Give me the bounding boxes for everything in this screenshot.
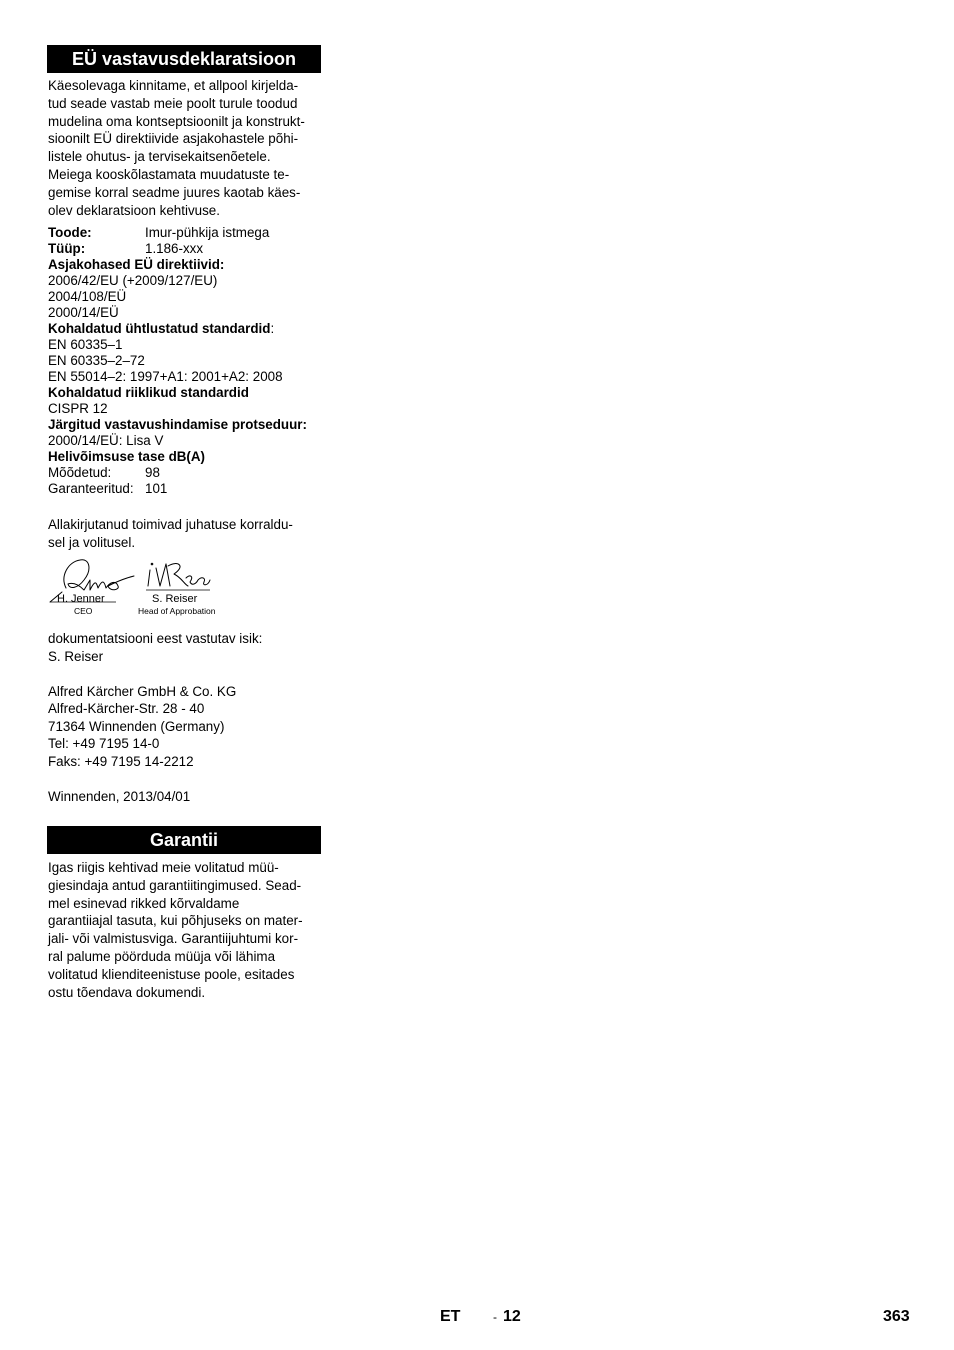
- signatory-name: H. Jenner: [57, 593, 105, 605]
- directives-label: Asjakohased EÜ direktiivid:: [48, 257, 225, 272]
- declaration-heading: EÜ vastavusdeklaratsioon: [47, 45, 321, 73]
- type-value: 1.186-xxx: [145, 241, 204, 256]
- footer-language: ET: [440, 1308, 461, 1325]
- procedure-value: 2000/14/EÜ: Lisa V: [48, 433, 164, 448]
- guaranteed-label: Garanteeritud:: [48, 481, 134, 496]
- directive-item: 2006/42/EU (+2009/127/EU): [48, 273, 218, 288]
- guaranteed-value: 101: [145, 481, 168, 496]
- national-standards-label: Kohaldatud riiklikud standardid: [48, 385, 249, 400]
- product-value: Imur-pühkija istmega: [145, 225, 270, 240]
- measured-value: 98: [145, 465, 160, 480]
- procedure-label: Järgitud vastavushindamise protseduur:: [48, 417, 307, 432]
- doc-person-label: dokumentatsiooni eest vastutav isik:: [48, 631, 263, 646]
- declaration-intro: Käesolevaga kinnitame, et allpool kirjelda- tud seade vastab meie poolt turule toodud mudelina oma kontseptsioonilt ja konstrukt- sioonilt EÜ direktiivide asjakohastele põhi- listele ohutus- ja tervisekaitsenõetele. Meiega kooskõlastamata muudatuste te- gemise korral seadme juures kaotab käes- olev deklaratsioon kehtivuse.: [48, 78, 305, 218]
- directive-item: 2000/14/EÜ: [48, 305, 119, 320]
- signoff-text: Allakirjutanud toimivad juhatuse korraldu- sel ja volitusel.: [48, 517, 293, 550]
- doc-person-name: S. Reiser: [48, 649, 104, 664]
- harmonized-standard-item: EN 60335–2–72: [48, 353, 145, 368]
- warranty-heading: Garantii: [47, 826, 321, 854]
- measured-label: Mõõdetud:: [48, 465, 112, 480]
- national-standard-item: CISPR 12: [48, 401, 108, 416]
- company-line: Tel: +49 7195 14-0: [48, 736, 160, 751]
- harmonized-standard-item: EN 55014–2: 1997+A1: 2001+A2: 2008: [48, 369, 283, 384]
- product-label: Toode:: [48, 225, 92, 240]
- company-line: Alfred-Kärcher-Str. 28 - 40: [48, 701, 205, 716]
- warranty-text: Igas riigis kehtivad meie volitatud müü- giesindaja antud garantiitingimused. Sead- mel esinevad rikked kõrvaldame garantiiajal tasuta, kui põhjuseks on mater- jali- või valmistusviga. Garantiijuhtumi kor- ral palume pöörduda müüja või lähima volitatud klienditeenistuse poole, esitades ostu tõendava dokumendi.: [48, 860, 303, 1000]
- footer-dash: -: [493, 1310, 497, 1324]
- footer-page-number: 363: [883, 1308, 910, 1325]
- type-label: Tüüp:: [48, 241, 86, 256]
- harmonized-standard-item: EN 60335–1: [48, 337, 123, 352]
- company-line: Alfred Kärcher GmbH & Co. KG: [48, 684, 237, 699]
- sound-power-label: Helivõimsuse tase dB(A): [48, 449, 206, 464]
- directive-item: 2004/108/EÜ: [48, 289, 127, 304]
- date-line: Winnenden, 2013/04/01: [48, 789, 191, 804]
- signatory-role: Head of Approbation: [138, 606, 216, 616]
- company-line: Faks: +49 7195 14-2212: [48, 754, 194, 769]
- harmonized-label-text: Kohaldatud ühtlustatud standardid: [48, 321, 271, 336]
- signatory-role: CEO: [74, 606, 93, 616]
- harmonized-colon: :: [270, 321, 275, 336]
- signatory-name: S. Reiser: [152, 593, 198, 605]
- harmonized-standards-label: [48, 321, 274, 337]
- company-line: 71364 Winnenden (Germany): [48, 719, 225, 734]
- footer-section-page: 12: [503, 1308, 521, 1325]
